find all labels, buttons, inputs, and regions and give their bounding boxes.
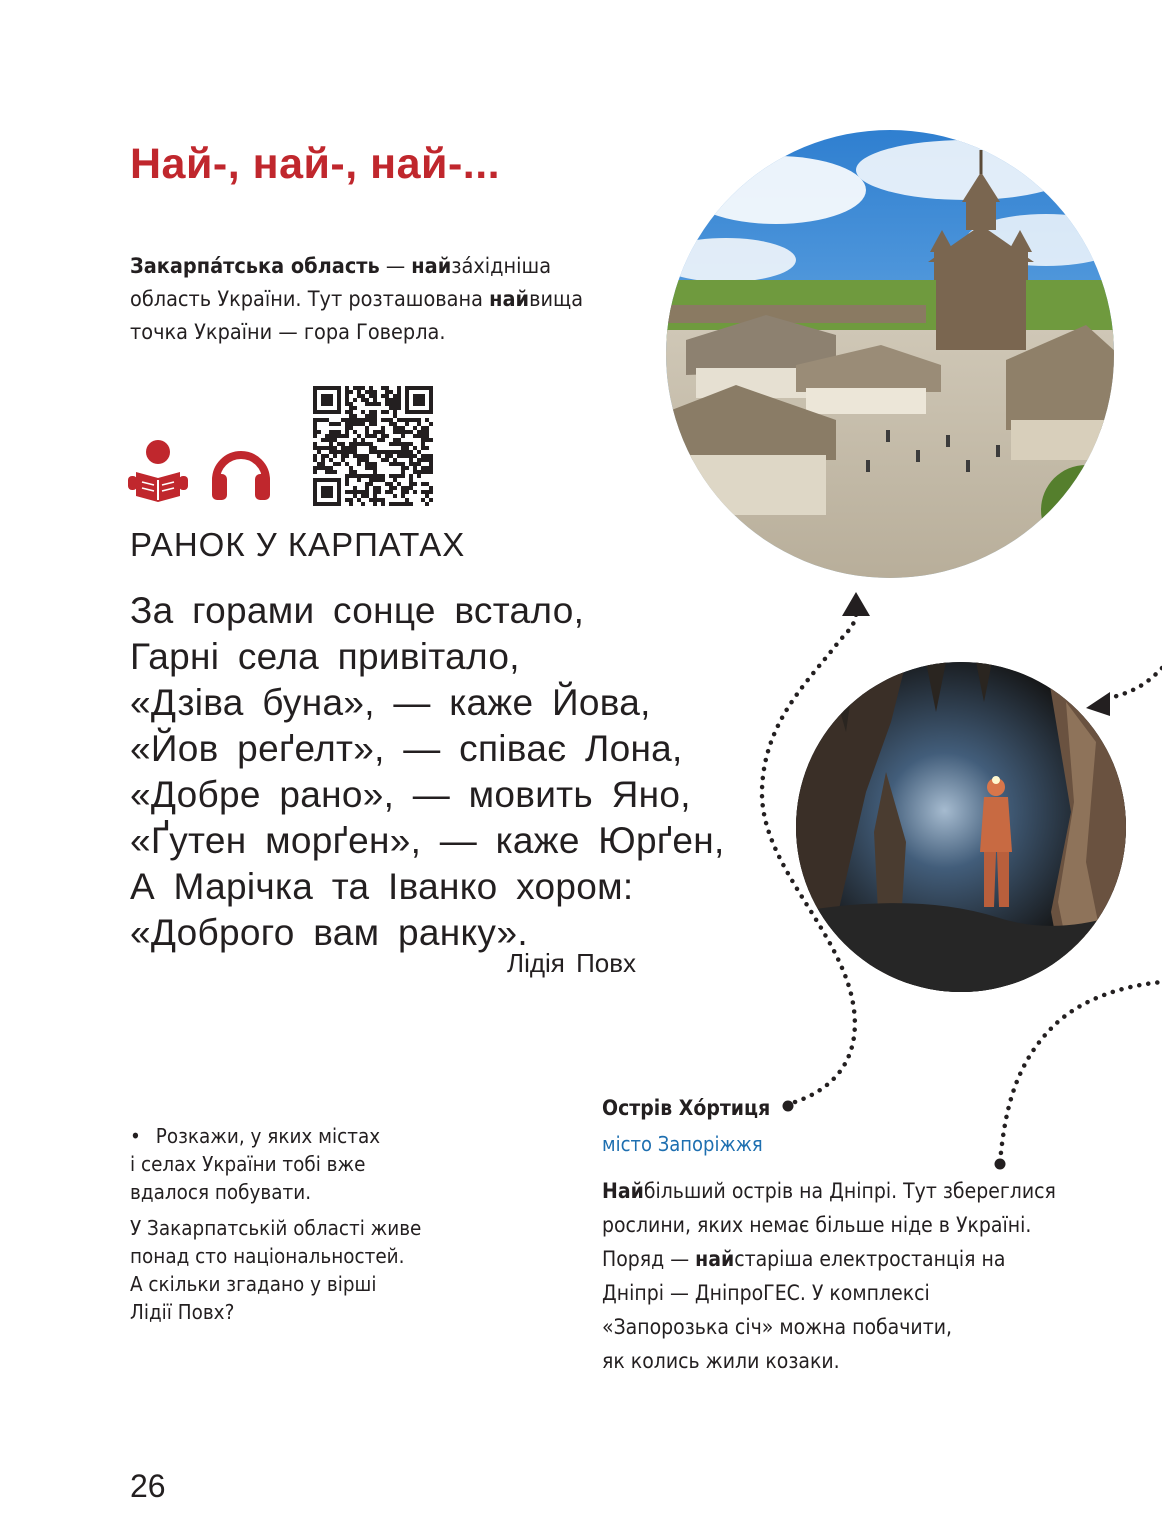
poem-line: «Йов реґелт», — співає Лона, xyxy=(130,728,683,769)
poem-line: За горами сонце встало, xyxy=(130,590,585,631)
desc-text: «Запорозька січ» можна побачити, xyxy=(602,1315,953,1339)
headphones-icon xyxy=(210,442,272,502)
intro-bold-prefix: най xyxy=(489,287,530,311)
place-city: місто Запоріжжя xyxy=(602,1132,763,1156)
poem-line: «Добре рано», — мовить Яно, xyxy=(130,774,691,815)
desc-line xyxy=(602,1344,1070,1378)
question-text: Розкажи, у яких містах xyxy=(155,1124,381,1148)
desc-line xyxy=(602,1276,1070,1310)
desc-line xyxy=(602,1174,1070,1208)
question-block xyxy=(130,1122,443,1206)
place-description xyxy=(602,1174,1070,1378)
poem-title: РАНОК У КАРПАТАХ xyxy=(130,526,466,563)
desc-text: більший острів на Дніпрі. Тут збереглися xyxy=(643,1179,1056,1203)
poem-line: «Дзіва буна», — каже Йова, xyxy=(130,682,651,723)
note-line: понад сто національностей. xyxy=(130,1244,405,1268)
desc-text: рослини, яких немає більше ніде в Україні. xyxy=(602,1213,1032,1237)
place-name: Острів Хо́ртиця xyxy=(602,1096,771,1120)
desc-bold-prefix: Най xyxy=(602,1179,644,1203)
poem-line: Гарні села привітало, xyxy=(130,636,520,677)
intro-text: за́хідніша xyxy=(451,254,552,278)
intro-text: — xyxy=(379,254,412,278)
question-line: і селах України тобі вже xyxy=(130,1152,366,1176)
reading-child-icon xyxy=(128,438,188,502)
desc-text: Дніпрі — ДніпроГЕС. У комплексі xyxy=(602,1281,930,1305)
desc-text: як колись жили козаки. xyxy=(602,1349,840,1373)
desc-line xyxy=(602,1242,1070,1276)
question-line xyxy=(130,1122,443,1150)
cave-photo xyxy=(796,662,1126,992)
intro-bold-region: Закарпа́тська область xyxy=(130,254,380,278)
note-line: У Закарпатській області живе xyxy=(130,1216,422,1240)
intro-text: область України. Тут розташована xyxy=(130,287,490,311)
desc-bold-prefix: най xyxy=(695,1247,735,1271)
poem-author: Лідія Повх xyxy=(507,948,637,978)
intro-text: вища xyxy=(529,287,584,311)
note-block xyxy=(130,1214,443,1326)
poem-line: «Ґутен морґен», — каже Юрґен, xyxy=(130,820,725,861)
intro-paragraph xyxy=(130,250,608,349)
intro-text: точка України — гора Говерла. xyxy=(130,320,446,344)
intro-line-3 xyxy=(130,316,608,349)
desc-text: Поряд — xyxy=(602,1247,696,1271)
page-title: Най-, най-, най-... xyxy=(130,140,501,188)
desc-line xyxy=(602,1208,1070,1242)
poem-body xyxy=(130,588,750,956)
qr-code[interactable] xyxy=(313,386,433,506)
note-line: Лідії Повх? xyxy=(130,1300,235,1324)
intro-line-2 xyxy=(130,283,608,316)
poem-line: «Доброго вам ранку». xyxy=(130,912,529,953)
desc-text: старіша електростанція на xyxy=(734,1247,1006,1271)
khortytsia-photo xyxy=(666,130,1114,578)
intro-bold-prefix: най xyxy=(411,254,452,278)
intro-line-1 xyxy=(130,250,608,283)
note-line: А скільки згадано у вірші xyxy=(130,1272,377,1296)
desc-line xyxy=(602,1310,1070,1344)
question-line: вдалося побувати. xyxy=(130,1180,312,1204)
poem-line: А Марічка та Іванко хором: xyxy=(130,866,634,907)
bullet: • xyxy=(130,1124,141,1148)
page-number: 26 xyxy=(130,1468,166,1504)
